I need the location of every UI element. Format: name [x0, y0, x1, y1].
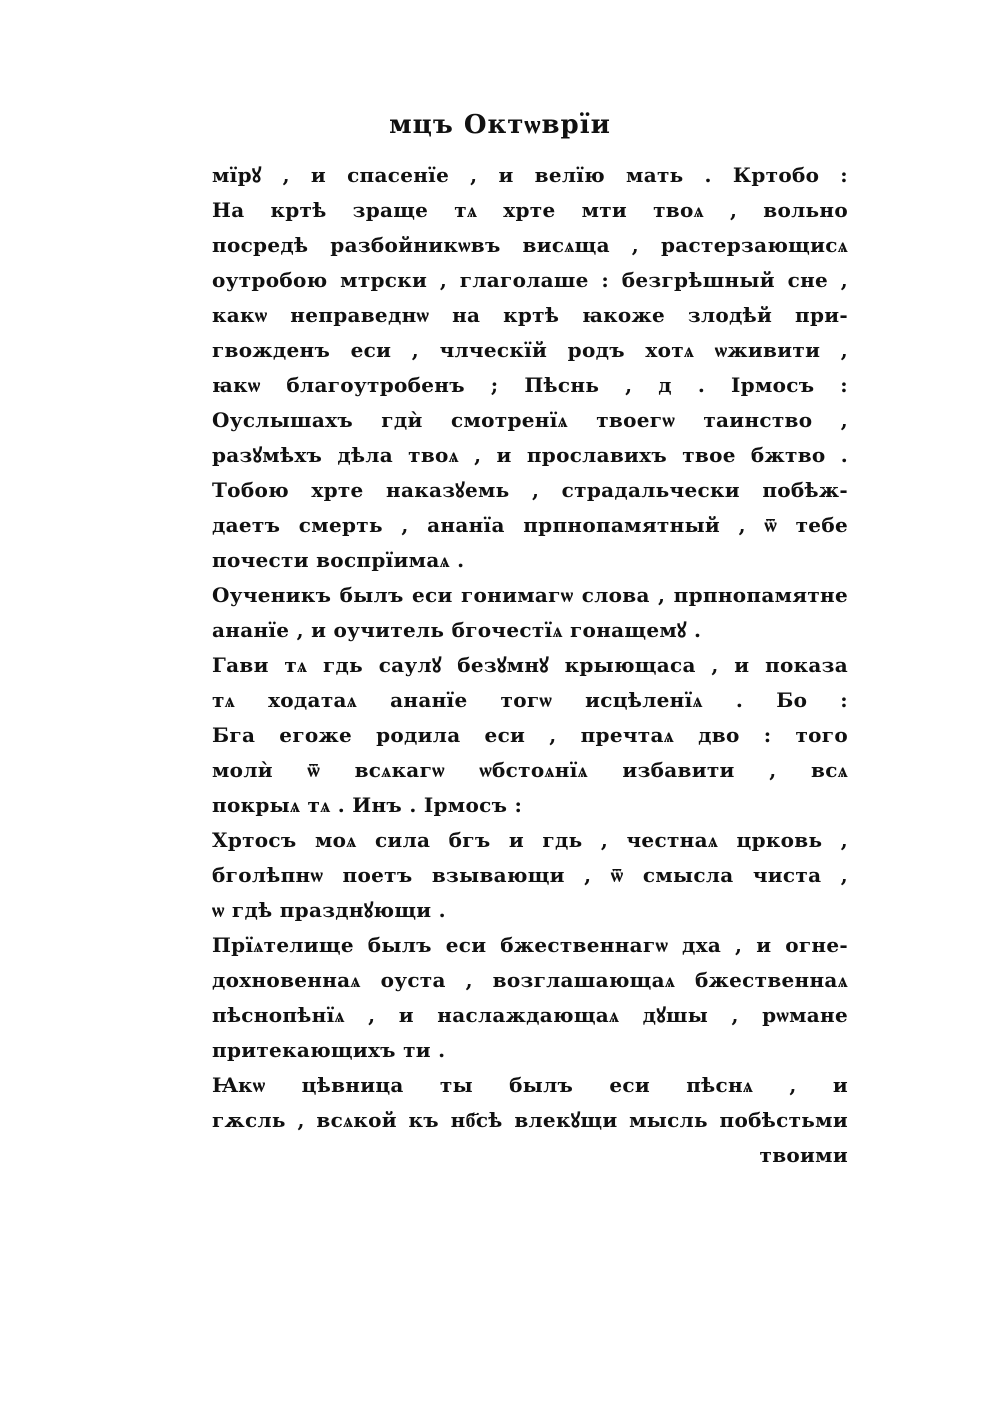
- text-line: Бга егоже родила еси , пречтаѧ дво : того: [212, 723, 848, 747]
- text-line: ѡ гдѣ празднꙋющи .: [212, 898, 446, 922]
- text-line: Гави тѧ гдь саулꙋ безꙋмнꙋ крыющаса , и показа: [212, 653, 848, 677]
- text-line: ꙗкѡ благоутробенъ ; Пѣснь , д . Ірмосъ :: [212, 373, 848, 397]
- text-line: притекающихъ ти .: [212, 1038, 446, 1062]
- text-line: посредѣ разбойникѡвъ висѧща , растерзающисѧ: [212, 233, 848, 257]
- text-line: дохновеннаѧ оуста , возглашающаѧ бжественнаѧ: [212, 968, 848, 992]
- text-line: разꙋмѣхъ дѣла твоѧ , и прославихъ твое бжтво .: [212, 443, 848, 467]
- text-line: гѫсль , всѧкой къ нб҃сѣ влекꙋщи мысль побѣстьми: [212, 1108, 848, 1132]
- text-line: покрыѧ тѧ . Инъ . Ірмосъ :: [212, 793, 523, 817]
- text-line: Оученикъ былъ еси гонимагѡ слова , прпнопамятне: [212, 583, 848, 607]
- text-line: ананїе , и оучитель бгочестїѧ гонащемꙋ .: [212, 618, 702, 642]
- text-line: оутробою мтрски , глаголаше : безгрѣшный сне ,: [212, 268, 848, 292]
- text-line: На кртѣ зраще тѧ хрте мти твоѧ , вольно: [212, 198, 848, 222]
- text-line: Оуслышахъ гдѝ смотренїѧ твоегѡ таинство ,: [212, 408, 848, 432]
- text-line: Хртосъ моѧ сила бгъ и гдь , честнаѧ црковь ,: [212, 828, 848, 852]
- text-line: даетъ смерть , ананїа прпнопамятный , ѿ тебе: [212, 513, 848, 537]
- text-line: Тобою хрте наказꙋемь , страдальчески побѣж-: [212, 478, 848, 502]
- text-line: почести воспрїимаѧ .: [212, 548, 465, 572]
- catchword: твоими: [759, 1143, 848, 1167]
- body-text: [212, 158, 848, 1173]
- text-line: Ꙗкѡ цѣвница ты былъ еси пѣснѧ , и: [212, 1073, 848, 1097]
- text-line: молѝ ѿ всѧкагѡ ѡбстоѧнїѧ избавити , всѧ: [212, 758, 848, 782]
- text-line: мїрꙋ , и спасенїе , и велїю мать . Кртобо :: [212, 163, 848, 187]
- text-line: бголѣпнѡ поетъ взывающи , ѿ смысла чиста ,: [212, 863, 848, 887]
- text-line: тѧ ходатаѧ ананїе тогѡ исцѣленїѧ . Бо :: [212, 688, 848, 712]
- text-line: гвожденъ еси , члческїй родъ хотѧ ѡживити ,: [212, 338, 848, 362]
- text-line: Прїѧтелище былъ еси бжественнагѡ дха , и огне-: [212, 933, 848, 957]
- running-head: мцъ Октѡврїи: [389, 110, 611, 140]
- text-line: какѡ неправеднѡ на кртѣ ꙗкоже злодѣй при-: [212, 303, 848, 327]
- text-line: пѣснопѣнїѧ , и наслаждающаѧ дꙋшы , рѡмане: [212, 1003, 848, 1027]
